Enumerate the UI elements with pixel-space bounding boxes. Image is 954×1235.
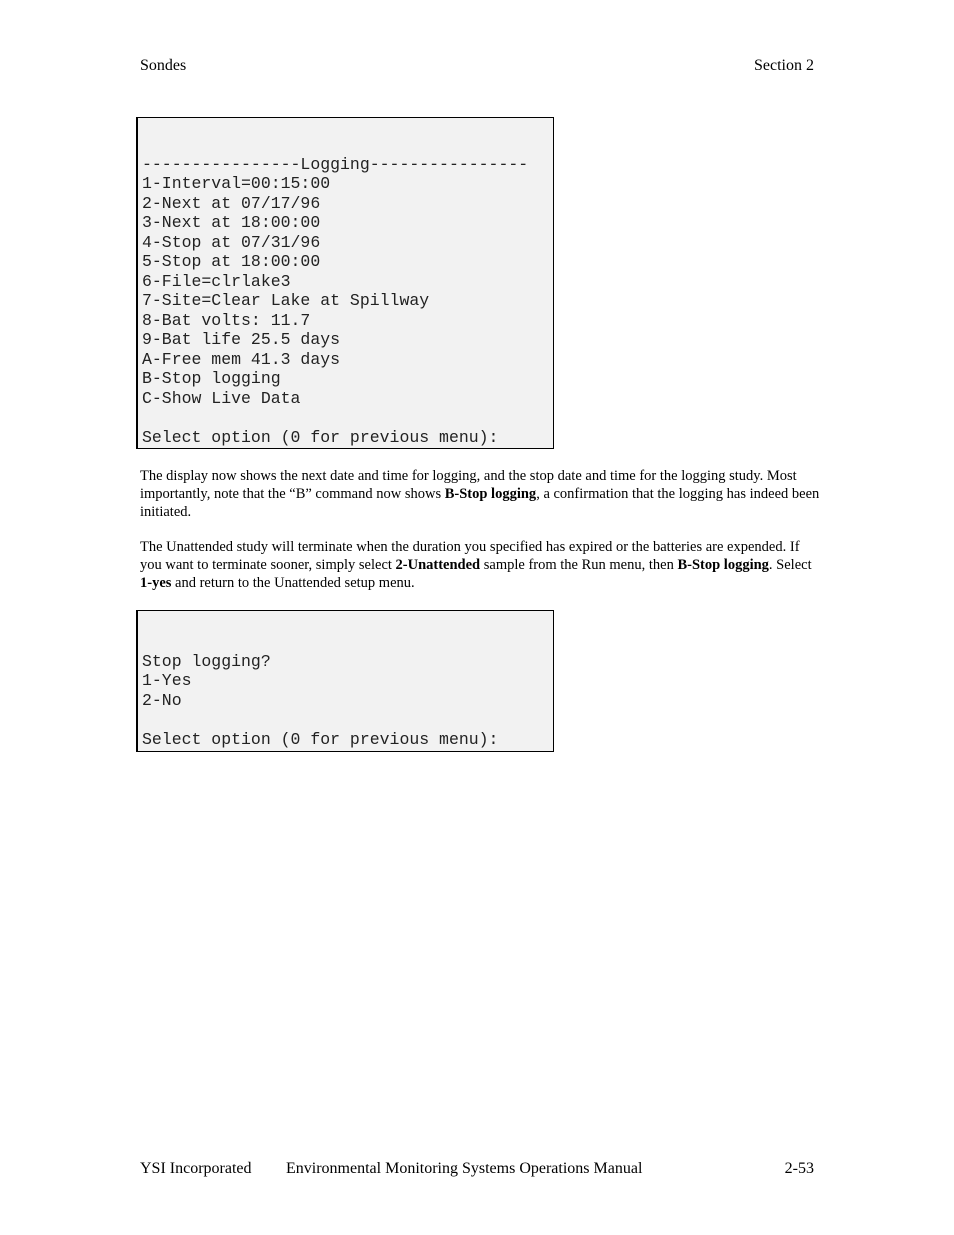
paragraph-bold-term: B-Stop logging <box>677 557 769 573</box>
terminal-line: 1-Yes <box>142 671 192 690</box>
terminal-line: B-Stop logging <box>142 369 281 388</box>
terminal-line: A-Free mem 41.3 days <box>142 349 341 369</box>
terminal-line: 9-Bat life 25.5 days <box>142 330 341 349</box>
paragraph-text: The Unattended study will terminate when the duration you specified has expired or the batteries are expended. If you want to terminate sooner, simply select <box>140 539 800 573</box>
header-section-name: Sondes <box>140 57 187 74</box>
terminal-line: 5-Stop at 18:00:00 <box>142 252 321 271</box>
paragraph-text: sample from the Run menu, then <box>480 557 678 573</box>
paragraph-display-description <box>140 467 820 521</box>
terminal-line <box>142 408 553 428</box>
paragraph-text: . Select <box>768 557 812 573</box>
logging-menu-terminal <box>136 117 554 449</box>
header-section-number: Section 2 <box>754 57 814 74</box>
footer-page-number: 2-53 <box>784 1160 814 1177</box>
paragraph-text: , a confirmation that the logging has indeed been initiated. <box>140 486 820 520</box>
terminal-line <box>142 710 553 730</box>
terminal-prompt: Select option (0 for previous menu): <box>142 729 499 749</box>
terminal-line: ----------------Logging---------------- <box>142 154 529 174</box>
paragraph-bold-term: B-Stop logging <box>444 486 537 502</box>
terminal-line: 6-File=clrlake3 <box>142 271 291 291</box>
terminal-line: 8-Bat volts: 11.7 <box>142 310 311 330</box>
paragraph-bold-term: 1-yes <box>140 575 172 591</box>
paragraph-text: and return to the Unattended setup menu. <box>171 575 415 591</box>
terminal-line: 3-Next at 18:00:00 <box>142 213 321 232</box>
terminal-line: C-Show Live Data <box>142 388 301 408</box>
terminal-line: 2-No <box>142 690 182 710</box>
stop-logging-terminal <box>136 610 554 752</box>
paragraph-terminate-instructions <box>140 538 820 592</box>
terminal-line: 7-Site=Clear Lake at Spillway <box>142 291 430 310</box>
paragraph-text: The display now shows the next date and time for logging, and the stop date and time for the logging study. Most importantly, note that the “B” command now shows <box>140 468 797 502</box>
paragraph-bold-term: 2-Unattended <box>395 557 481 573</box>
terminal-line: 2-Next at 07/17/96 <box>142 193 321 213</box>
terminal-prompt: Select option (0 for previous menu): <box>142 427 499 447</box>
footer-company: YSI Incorporated <box>140 1160 252 1177</box>
terminal-line: 1-Interval=00:15:00 <box>142 174 331 193</box>
footer-manual-title: Environmental Monitoring Systems Operations Manual <box>286 1160 643 1177</box>
terminal-line: Stop logging? <box>142 651 271 671</box>
terminal-line: 4-Stop at 07/31/96 <box>142 232 321 252</box>
